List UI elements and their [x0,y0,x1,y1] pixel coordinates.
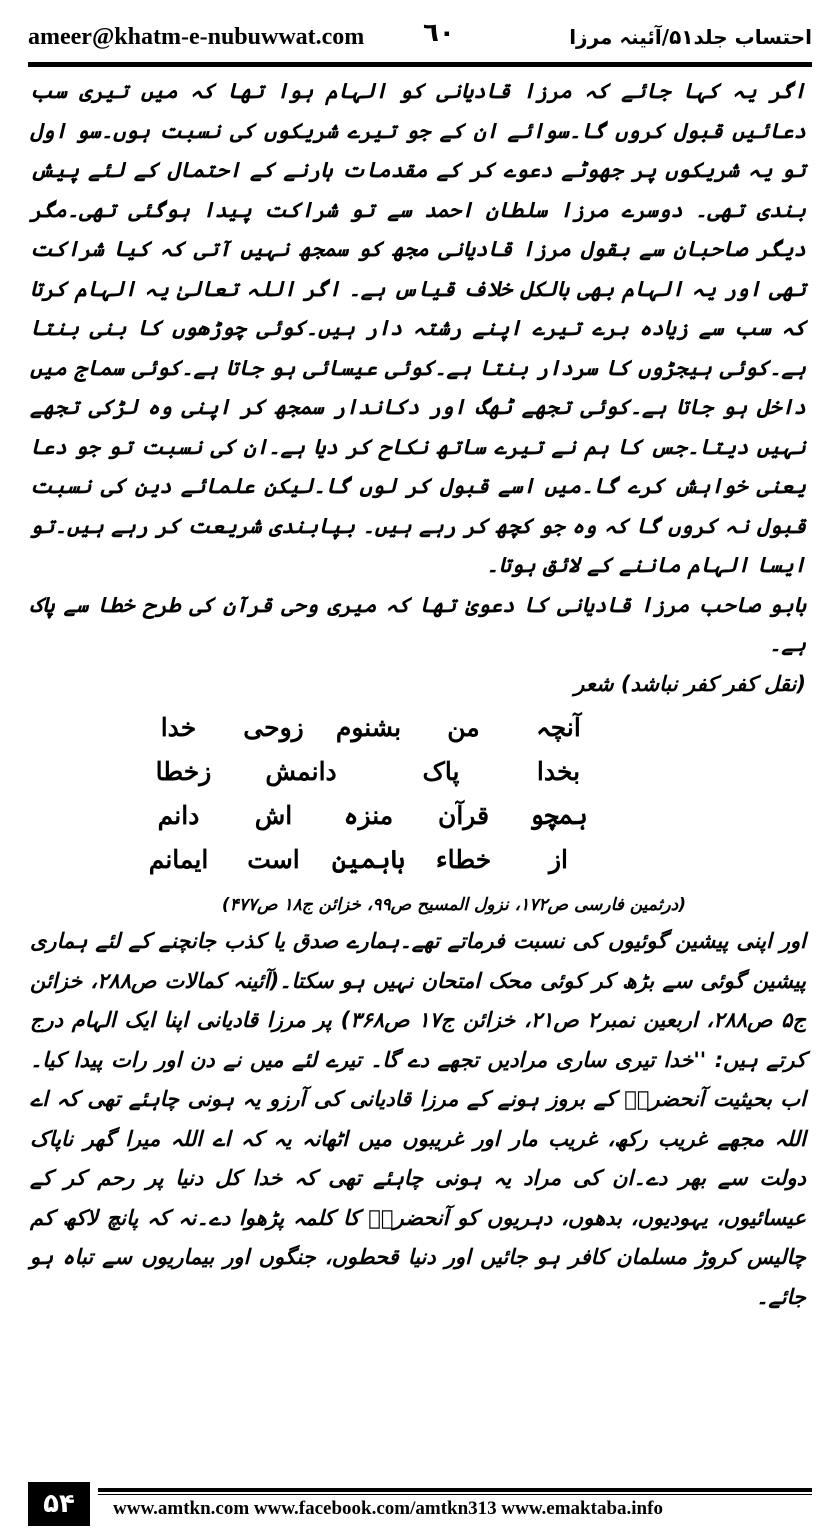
poem-word: آنچہ [536,713,581,742]
poem-line-3 [30,794,606,838]
poem-word: از [548,845,569,874]
poem-line-2 [30,750,606,794]
poem-word: بخدا [536,757,581,786]
poem-word: ہمچو [529,801,588,830]
footer-links: www.amtkn.com www.facebook.com/amtkn313 www.emaktaba.info [113,1498,663,1519]
poem-intro: (نقل کفر کفر نباشد) شعر [574,671,806,696]
paragraph-3: اور اپنی پیشین گوئیوں کی نسبت فرماتے تھے۔ہمارے صدق یا کذب جانچنے کے لئے ہماری پیشین گوئی سے بڑھ کر کوئی محک امتحان نہیں ہو سکتا۔(آئینہ کمالات ص۲۸۸، خزائن ج۵ ص۲۸۸، اربعین نمبر۲ ص۲۱، خزائن ج۱۷ ص۳۶۸) پر مرزا قادیانی اپنا ایک الہام درج کرتے ہیں: ''خدا تیری ساری مرادیں تجھے دے گا۔ تیرے لئے میں نے دن اور رات پیدا کیا۔اب بحیثیت آنحضرتؐ کے بروز ہونے کے مرزا قادیانی کی آرزو یہ ہونی چاہئے تھی کہ اے اللہ مجھے غریب رکھ، غریب مار اور غریبوں میں اٹھانہ یہ کہ اے اللہ میرا گھر ناپاک دولت سے بھر دے۔ان کی مراد یہ ہونی چاہئے تھی کہ خدا کل دنیا پر رحم کر کے عیسائیوں، یہودیوں، بدھوں، دہریوں کو آنحضرتؐ کا کلمہ پڑھوا دے۔نہ کہ پانچ لاکھ کم چالیس کروڑ مسلمان کافر ہو جائیں اور دنیا قحطوں، جنگوں اور بیماریوں سے تباہ ہو جائے۔ [30,929,806,1309]
poem-word: اش [254,801,293,830]
poem-word: ایمانم [148,845,209,874]
poem-word: خدا [160,713,197,742]
footer-rule [98,1488,812,1492]
page-header [28,12,812,62]
footer-rule-thin [98,1494,812,1495]
paragraph-1: اگر یہ کہا جائے کہ مرزا قادیانی کو الہام ہوا تھا کہ میں تیری سب دعائیں قبول کروں گا۔سوائے ان کے جو تیرے شریکوں کی نسبت ہوں۔سو اول تو یہ شریکوں پر جھوٹے دعوے کر کے مقدمات ہارنے کے احتمال کے لئے پیش بندی تھی۔ دوسرے مرزا سلطان احمد سے تو شراکت پیدا ہوگئی تھی۔مگر دیگر صاحبان سے بقول مرزا قادیانی مجھ کو سمجھ نہیں آتی کہ کیا شراکت تھی اور یہ الہام بھی بالکل خلاف قیاس ہے۔ اگر اللہ تعالیٰ یہ الہام کرتا کہ سب سے زیادہ برے تیرے اپنے رشتہ دار ہیں۔کوئی چوڑھوں کا بنی بنتا ہے۔کوئی ہیجڑوں کا سردار بنتا ہے۔کوئی عیسائی ہو جاتا ہے۔کوئی سماج میں داخل ہو جاتا ہے۔کوئی تجھے ٹھگ اور دکاندار سمجھ کر اپنی وہ لڑکی تجھے نہیں دیتا۔جس کا ہم نے تیرے ساتھ نکاح کر دیا ہے۔ان کی نسبت تو جو دعا یعنی خواہش کرے گا۔میں اسے قبول کر لوں گا۔لیکن علمائے دین کی نسبت قبول نہ کروں گا کہ وہ جو کچھ کر رہے ہیں۔ بپابندی شریعت کر رہے ہیں۔تو ایسا الہام ماننے کے لائق ہوتا۔ [30,79,806,577]
poem-word: زخطا [155,757,212,786]
poem-word: خطاء [435,845,492,874]
footer-page-number: ۵۴ [28,1482,90,1526]
poem-word: قرآن [437,801,490,830]
poem-word: بشنوم [335,713,402,742]
page-body [30,72,806,1452]
page-footer [28,1488,812,1528]
header-book-title: احتساب جلد۵۱/آئینہ مرزا [569,25,812,49]
header-page-number: ٦٠ [423,18,455,48]
poem-word: پاک [422,757,460,786]
poem-word: من [447,713,480,742]
poem-line-4 [30,838,606,882]
poem-line-1 [30,706,606,750]
poem [30,706,806,882]
poem-word: است [247,845,300,874]
poem-word: دانمش [265,757,337,786]
poem-word: ہاہمین [331,845,406,874]
poem-word: منزہ [343,801,394,830]
header-email: ameer@khatm-e-nubuwwat.com [28,23,365,50]
poem-word: زوحی [243,713,304,742]
paragraph-2: بابو صاحب مرزا قادیانی کا دعویٰ تھا کہ میری وحی قرآن کی طرح خطا سے پاک ہے۔ [30,592,806,656]
poem-word: دانم [157,801,200,830]
header-rule [28,62,812,67]
poem-reference: (درثمین فارسی ص۱۷۲، نزول المسیح ص۹۹، خزائن ج۱۸ ص۴۷۷) [221,895,686,915]
